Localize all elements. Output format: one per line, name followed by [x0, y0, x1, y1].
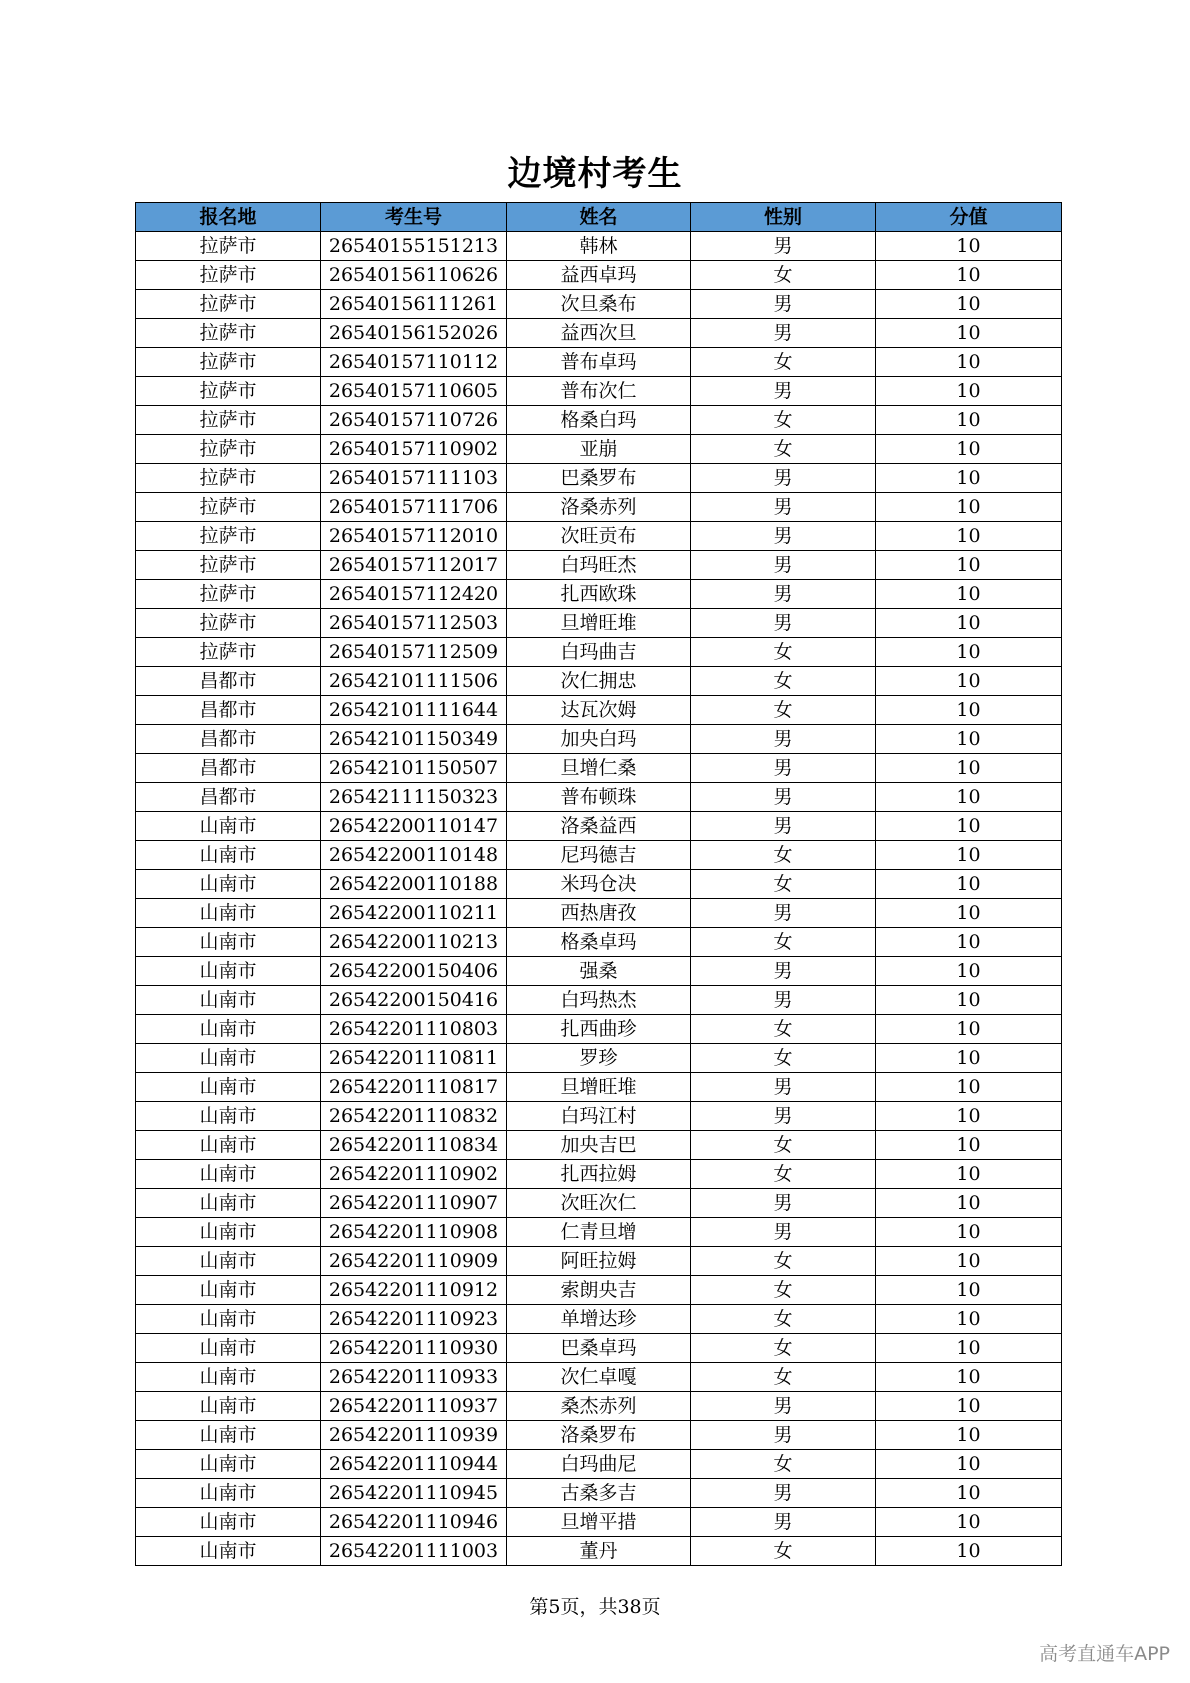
cell-name: 罗珍 — [507, 1044, 691, 1073]
cell-registration-place: 山南市 — [136, 1450, 321, 1479]
cell-gender: 女 — [691, 696, 876, 725]
cell-registration-place: 拉萨市 — [136, 377, 321, 406]
table-row — [136, 899, 1062, 928]
table-row — [136, 290, 1062, 319]
cell-score: 10 — [876, 1073, 1062, 1102]
cell-gender: 女 — [691, 1015, 876, 1044]
cell-name: 旦增旺堆 — [507, 1073, 691, 1102]
cell-name: 索朗央吉 — [507, 1276, 691, 1305]
cell-candidate-number: 26542201110946 — [321, 1508, 507, 1537]
cell-candidate-number: 26540157112010 — [321, 522, 507, 551]
cell-gender: 女 — [691, 435, 876, 464]
column-header-name: 姓名 — [507, 203, 691, 232]
cell-gender: 男 — [691, 232, 876, 261]
cell-score: 10 — [876, 957, 1062, 986]
table-row — [136, 551, 1062, 580]
cell-name: 白玛热杰 — [507, 986, 691, 1015]
cell-gender: 男 — [691, 319, 876, 348]
cell-name: 格桑卓玛 — [507, 928, 691, 957]
cell-candidate-number: 26542200150416 — [321, 986, 507, 1015]
table-row — [136, 1102, 1062, 1131]
cell-registration-place: 山南市 — [136, 1537, 321, 1566]
cell-registration-place: 山南市 — [136, 1044, 321, 1073]
cell-gender: 女 — [691, 1044, 876, 1073]
table-row — [136, 1392, 1062, 1421]
table-row — [136, 1276, 1062, 1305]
cell-candidate-number: 26542201110834 — [321, 1131, 507, 1160]
cell-gender: 男 — [691, 522, 876, 551]
table-row — [136, 1421, 1062, 1450]
cell-name: 次旺贡布 — [507, 522, 691, 551]
cell-name: 旦增仁桑 — [507, 754, 691, 783]
cell-score: 10 — [876, 551, 1062, 580]
table-row — [136, 957, 1062, 986]
cell-score: 10 — [876, 870, 1062, 899]
cell-name: 白玛曲尼 — [507, 1450, 691, 1479]
cell-gender: 男 — [691, 1189, 876, 1218]
cell-registration-place: 拉萨市 — [136, 493, 321, 522]
cell-candidate-number: 26542201110817 — [321, 1073, 507, 1102]
cell-registration-place: 昌都市 — [136, 754, 321, 783]
cell-name: 加央白玛 — [507, 725, 691, 754]
cell-score: 10 — [876, 261, 1062, 290]
cell-gender: 男 — [691, 493, 876, 522]
table-row — [136, 522, 1062, 551]
cell-score: 10 — [876, 1421, 1062, 1450]
cell-registration-place: 山南市 — [136, 1247, 321, 1276]
cell-name: 巴桑罗布 — [507, 464, 691, 493]
column-header-gender: 性别 — [691, 203, 876, 232]
table-row — [136, 696, 1062, 725]
cell-registration-place: 拉萨市 — [136, 232, 321, 261]
cell-registration-place: 山南市 — [136, 899, 321, 928]
cell-score: 10 — [876, 1305, 1062, 1334]
cell-candidate-number: 26542201110908 — [321, 1218, 507, 1247]
cell-candidate-number: 26540157110605 — [321, 377, 507, 406]
table-row — [136, 638, 1062, 667]
cell-candidate-number: 26540157111103 — [321, 464, 507, 493]
cell-score: 10 — [876, 1102, 1062, 1131]
cell-registration-place: 拉萨市 — [136, 580, 321, 609]
cell-name: 亚崩 — [507, 435, 691, 464]
cell-candidate-number: 26540157110726 — [321, 406, 507, 435]
cell-score: 10 — [876, 1160, 1062, 1189]
cell-score: 10 — [876, 899, 1062, 928]
cell-gender: 男 — [691, 1508, 876, 1537]
cell-score: 10 — [876, 1247, 1062, 1276]
cell-gender: 男 — [691, 377, 876, 406]
cell-score: 10 — [876, 319, 1062, 348]
cell-gender: 男 — [691, 1479, 876, 1508]
cell-score: 10 — [876, 696, 1062, 725]
table-row — [136, 783, 1062, 812]
cell-registration-place: 山南市 — [136, 1305, 321, 1334]
cell-name: 董丹 — [507, 1537, 691, 1566]
cell-gender: 男 — [691, 609, 876, 638]
cell-score: 10 — [876, 290, 1062, 319]
cell-name: 仁青旦增 — [507, 1218, 691, 1247]
cell-score: 10 — [876, 377, 1062, 406]
cell-score: 10 — [876, 464, 1062, 493]
cell-gender: 男 — [691, 957, 876, 986]
cell-gender: 男 — [691, 754, 876, 783]
cell-score: 10 — [876, 1218, 1062, 1247]
cell-name: 次仁卓嘎 — [507, 1363, 691, 1392]
cell-name: 益西次旦 — [507, 319, 691, 348]
cell-gender: 男 — [691, 783, 876, 812]
cell-name: 强桑 — [507, 957, 691, 986]
table-row — [136, 348, 1062, 377]
cell-gender: 男 — [691, 290, 876, 319]
cell-name: 旦增平措 — [507, 1508, 691, 1537]
table-row — [136, 1247, 1062, 1276]
cell-candidate-number: 26540157112420 — [321, 580, 507, 609]
cell-candidate-number: 26540157110112 — [321, 348, 507, 377]
cell-candidate-number: 26542201110811 — [321, 1044, 507, 1073]
table-header-row — [136, 203, 1062, 232]
cell-registration-place: 山南市 — [136, 986, 321, 1015]
table-row — [136, 493, 1062, 522]
cell-registration-place: 山南市 — [136, 1131, 321, 1160]
cell-name: 西热唐孜 — [507, 899, 691, 928]
table-row — [136, 1305, 1062, 1334]
watermark: 高考直通车APP — [1039, 1643, 1170, 1665]
cell-gender: 女 — [691, 1305, 876, 1334]
cell-score: 10 — [876, 986, 1062, 1015]
cell-candidate-number: 26542200150406 — [321, 957, 507, 986]
cell-gender: 男 — [691, 725, 876, 754]
cell-score: 10 — [876, 1508, 1062, 1537]
cell-score: 10 — [876, 1363, 1062, 1392]
cell-registration-place: 山南市 — [136, 928, 321, 957]
cell-gender: 男 — [691, 1218, 876, 1247]
cell-name: 普布顿珠 — [507, 783, 691, 812]
cell-name: 古桑多吉 — [507, 1479, 691, 1508]
cell-candidate-number: 26542200110213 — [321, 928, 507, 957]
cell-score: 10 — [876, 522, 1062, 551]
cell-registration-place: 拉萨市 — [136, 551, 321, 580]
cell-score: 10 — [876, 1276, 1062, 1305]
cell-candidate-number: 26542201110803 — [321, 1015, 507, 1044]
table-row — [136, 1131, 1062, 1160]
cell-score: 10 — [876, 493, 1062, 522]
cell-registration-place: 拉萨市 — [136, 406, 321, 435]
cell-registration-place: 拉萨市 — [136, 319, 321, 348]
cell-score: 10 — [876, 1479, 1062, 1508]
cell-candidate-number: 26542200110147 — [321, 812, 507, 841]
cell-score: 10 — [876, 1189, 1062, 1218]
cell-score: 10 — [876, 348, 1062, 377]
cell-score: 10 — [876, 609, 1062, 638]
cell-name: 桑杰赤列 — [507, 1392, 691, 1421]
cell-name: 格桑白玛 — [507, 406, 691, 435]
cell-registration-place: 拉萨市 — [136, 638, 321, 667]
cell-candidate-number: 26542111150323 — [321, 783, 507, 812]
table-row — [136, 232, 1062, 261]
cell-candidate-number: 26540157112503 — [321, 609, 507, 638]
cell-name: 次旺次仁 — [507, 1189, 691, 1218]
cell-registration-place: 山南市 — [136, 812, 321, 841]
cell-registration-place: 拉萨市 — [136, 261, 321, 290]
column-header-score: 分值 — [876, 203, 1062, 232]
cell-name: 白玛旺杰 — [507, 551, 691, 580]
cell-score: 10 — [876, 1015, 1062, 1044]
cell-gender: 女 — [691, 928, 876, 957]
cell-registration-place: 山南市 — [136, 1189, 321, 1218]
table-row — [136, 1044, 1062, 1073]
table-row — [136, 1189, 1062, 1218]
table-row — [136, 406, 1062, 435]
cell-registration-place: 昌都市 — [136, 725, 321, 754]
cell-score: 10 — [876, 406, 1062, 435]
cell-name: 白玛江村 — [507, 1102, 691, 1131]
cell-name: 次旦桑布 — [507, 290, 691, 319]
cell-registration-place: 拉萨市 — [136, 464, 321, 493]
cell-gender: 女 — [691, 1363, 876, 1392]
cell-candidate-number: 26540156110626 — [321, 261, 507, 290]
table-row — [136, 1363, 1062, 1392]
cell-candidate-number: 26542201110933 — [321, 1363, 507, 1392]
column-header-candidate-number: 考生号 — [321, 203, 507, 232]
table-row — [136, 319, 1062, 348]
table-row — [136, 870, 1062, 899]
cell-name: 尼玛德吉 — [507, 841, 691, 870]
cell-score: 10 — [876, 580, 1062, 609]
cell-candidate-number: 26542201110937 — [321, 1392, 507, 1421]
cell-name: 扎西拉姆 — [507, 1160, 691, 1189]
cell-gender: 男 — [691, 899, 876, 928]
cell-name: 洛桑罗布 — [507, 1421, 691, 1450]
cell-name: 米玛仓决 — [507, 870, 691, 899]
cell-name: 扎西曲珍 — [507, 1015, 691, 1044]
cell-gender: 男 — [691, 1392, 876, 1421]
cell-candidate-number: 26542101150507 — [321, 754, 507, 783]
cell-registration-place: 拉萨市 — [136, 348, 321, 377]
cell-candidate-number: 26540157111706 — [321, 493, 507, 522]
cell-candidate-number: 26542201110912 — [321, 1276, 507, 1305]
cell-registration-place: 拉萨市 — [136, 609, 321, 638]
cell-candidate-number: 26542200110211 — [321, 899, 507, 928]
cell-name: 单增达珍 — [507, 1305, 691, 1334]
table-row — [136, 464, 1062, 493]
cell-registration-place: 山南市 — [136, 1334, 321, 1363]
cell-gender: 男 — [691, 1073, 876, 1102]
cell-gender: 女 — [691, 261, 876, 290]
table-row — [136, 1537, 1062, 1566]
cell-candidate-number: 26542201110907 — [321, 1189, 507, 1218]
cell-gender: 女 — [691, 1450, 876, 1479]
cell-registration-place: 昌都市 — [136, 696, 321, 725]
table-row — [136, 377, 1062, 406]
cell-candidate-number: 26540157112017 — [321, 551, 507, 580]
cell-name: 旦增旺堆 — [507, 609, 691, 638]
column-header-registration-place: 报名地 — [136, 203, 321, 232]
cell-name: 加央吉巴 — [507, 1131, 691, 1160]
cell-score: 10 — [876, 725, 1062, 754]
cell-registration-place: 山南市 — [136, 1392, 321, 1421]
table-row — [136, 435, 1062, 464]
cell-candidate-number: 26542201111003 — [321, 1537, 507, 1566]
cell-name: 普布次仁 — [507, 377, 691, 406]
cell-candidate-number: 26540157112509 — [321, 638, 507, 667]
cell-registration-place: 山南市 — [136, 1421, 321, 1450]
table-row — [136, 261, 1062, 290]
cell-gender: 女 — [691, 841, 876, 870]
cell-score: 10 — [876, 638, 1062, 667]
cell-name: 韩林 — [507, 232, 691, 261]
page-number: 第5页，共38页 — [529, 1596, 661, 1618]
cell-gender: 男 — [691, 812, 876, 841]
cell-score: 10 — [876, 928, 1062, 957]
cell-candidate-number: 26540156152026 — [321, 319, 507, 348]
cell-name: 普布卓玛 — [507, 348, 691, 377]
cell-score: 10 — [876, 1044, 1062, 1073]
cell-candidate-number: 26542201110832 — [321, 1102, 507, 1131]
cell-candidate-number: 26542201110923 — [321, 1305, 507, 1334]
cell-gender: 女 — [691, 1334, 876, 1363]
cell-score: 10 — [876, 1131, 1062, 1160]
cell-gender: 男 — [691, 551, 876, 580]
cell-gender: 男 — [691, 580, 876, 609]
cell-registration-place: 山南市 — [136, 1276, 321, 1305]
cell-registration-place: 山南市 — [136, 1363, 321, 1392]
cell-candidate-number: 26540157110902 — [321, 435, 507, 464]
cell-name: 达瓦次姆 — [507, 696, 691, 725]
table-row — [136, 667, 1062, 696]
table-row — [136, 1479, 1062, 1508]
table-row — [136, 1508, 1062, 1537]
cell-registration-place: 山南市 — [136, 1479, 321, 1508]
cell-registration-place: 昌都市 — [136, 783, 321, 812]
table-row — [136, 725, 1062, 754]
cell-candidate-number: 26542201110909 — [321, 1247, 507, 1276]
cell-registration-place: 山南市 — [136, 1102, 321, 1131]
cell-gender: 女 — [691, 1276, 876, 1305]
cell-score: 10 — [876, 754, 1062, 783]
cell-registration-place: 山南市 — [136, 1508, 321, 1537]
cell-candidate-number: 26542101111644 — [321, 696, 507, 725]
cell-gender: 男 — [691, 464, 876, 493]
cell-score: 10 — [876, 1537, 1062, 1566]
cell-name: 次仁拥忠 — [507, 667, 691, 696]
cell-registration-place: 山南市 — [136, 1015, 321, 1044]
table-row — [136, 754, 1062, 783]
cell-name: 洛桑赤列 — [507, 493, 691, 522]
candidate-table — [135, 202, 1062, 1566]
cell-registration-place: 昌都市 — [136, 667, 321, 696]
cell-gender: 女 — [691, 1537, 876, 1566]
table-row — [136, 1450, 1062, 1479]
cell-candidate-number: 26542200110148 — [321, 841, 507, 870]
cell-name: 白玛曲吉 — [507, 638, 691, 667]
cell-candidate-number: 26542201110944 — [321, 1450, 507, 1479]
cell-score: 10 — [876, 1334, 1062, 1363]
table-row — [136, 1334, 1062, 1363]
cell-gender: 女 — [691, 1160, 876, 1189]
cell-score: 10 — [876, 667, 1062, 696]
cell-registration-place: 山南市 — [136, 841, 321, 870]
table-row — [136, 580, 1062, 609]
cell-gender: 男 — [691, 1421, 876, 1450]
cell-candidate-number: 26542101111506 — [321, 667, 507, 696]
table-row — [136, 841, 1062, 870]
cell-gender: 女 — [691, 1131, 876, 1160]
table-row — [136, 609, 1062, 638]
cell-registration-place: 山南市 — [136, 870, 321, 899]
table-row — [136, 1218, 1062, 1247]
cell-score: 10 — [876, 841, 1062, 870]
cell-gender: 女 — [691, 870, 876, 899]
cell-candidate-number: 26542201110930 — [321, 1334, 507, 1363]
cell-score: 10 — [876, 435, 1062, 464]
cell-candidate-number: 26542200110188 — [321, 870, 507, 899]
cell-registration-place: 拉萨市 — [136, 435, 321, 464]
cell-registration-place: 拉萨市 — [136, 290, 321, 319]
cell-gender: 女 — [691, 638, 876, 667]
cell-candidate-number: 26542101150349 — [321, 725, 507, 754]
cell-name: 益西卓玛 — [507, 261, 691, 290]
page-title: 边境村考生 — [507, 154, 683, 194]
cell-candidate-number: 26540155151213 — [321, 232, 507, 261]
cell-score: 10 — [876, 1450, 1062, 1479]
table-row — [136, 1073, 1062, 1102]
cell-candidate-number: 26540156111261 — [321, 290, 507, 319]
table-row — [136, 1160, 1062, 1189]
cell-gender: 女 — [691, 667, 876, 696]
cell-name: 扎西欧珠 — [507, 580, 691, 609]
cell-name: 巴桑卓玛 — [507, 1334, 691, 1363]
table-row — [136, 986, 1062, 1015]
cell-gender: 男 — [691, 1102, 876, 1131]
table-row — [136, 812, 1062, 841]
cell-gender: 女 — [691, 1247, 876, 1276]
table-body — [136, 232, 1062, 1566]
cell-registration-place: 拉萨市 — [136, 522, 321, 551]
cell-candidate-number: 26542201110902 — [321, 1160, 507, 1189]
cell-gender: 女 — [691, 406, 876, 435]
cell-registration-place: 山南市 — [136, 1218, 321, 1247]
table-row — [136, 928, 1062, 957]
cell-registration-place: 山南市 — [136, 957, 321, 986]
cell-score: 10 — [876, 783, 1062, 812]
cell-gender: 女 — [691, 348, 876, 377]
cell-registration-place: 山南市 — [136, 1160, 321, 1189]
table-row — [136, 1015, 1062, 1044]
cell-name: 洛桑益西 — [507, 812, 691, 841]
cell-gender: 男 — [691, 986, 876, 1015]
cell-registration-place: 山南市 — [136, 1073, 321, 1102]
cell-score: 10 — [876, 812, 1062, 841]
cell-name: 阿旺拉姆 — [507, 1247, 691, 1276]
cell-candidate-number: 26542201110945 — [321, 1479, 507, 1508]
cell-score: 10 — [876, 232, 1062, 261]
cell-score: 10 — [876, 1392, 1062, 1421]
cell-candidate-number: 26542201110939 — [321, 1421, 507, 1450]
